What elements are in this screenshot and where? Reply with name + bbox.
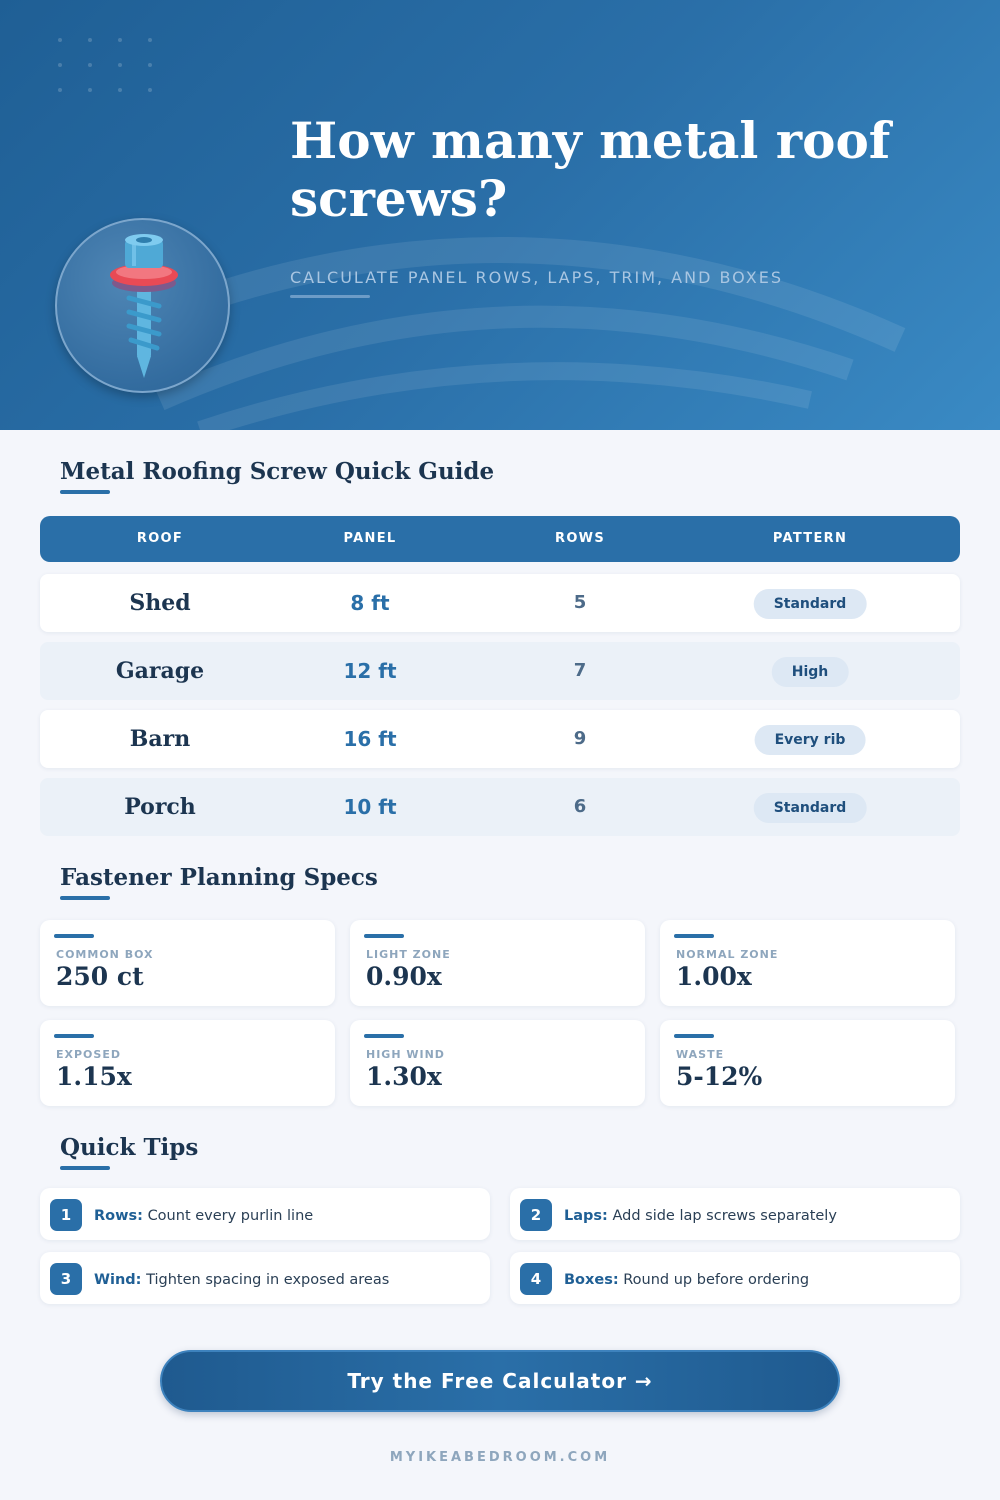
guide-heading-underline xyxy=(60,490,110,494)
spec-card-exposed xyxy=(40,1020,335,1106)
pattern-badge: Standard xyxy=(754,793,867,823)
spec-accent-bar xyxy=(54,934,94,938)
tip-laps xyxy=(510,1188,960,1240)
tip-text xyxy=(564,1252,809,1304)
spec-accent-bar xyxy=(674,1034,714,1038)
tip-text xyxy=(94,1188,313,1240)
page-title: How many metal roof screws? xyxy=(290,111,891,228)
tip-term: Rows: xyxy=(94,1208,143,1224)
tip-rows xyxy=(40,1188,490,1240)
pattern-cell xyxy=(772,642,849,700)
table-row xyxy=(40,642,960,700)
table-row xyxy=(40,778,960,836)
spec-card-light-zone xyxy=(350,920,645,1006)
panel-cell: 8 ft xyxy=(350,591,390,615)
site-footer-label: MYIKEABEDROOM.COM xyxy=(389,1450,611,1465)
tip-term: Wind: xyxy=(94,1272,142,1288)
spec-card-waste xyxy=(660,1020,955,1106)
rows-cell: 5 xyxy=(573,592,587,613)
tip-description: Count every purlin line xyxy=(147,1208,314,1224)
tip-description: Add side lap screws separately xyxy=(612,1208,837,1224)
guide-heading: Metal Roofing Screw Quick Guide xyxy=(60,458,495,485)
try-calculator-button[interactable]: Try the Free Calculator → xyxy=(160,1350,840,1412)
hero-banner xyxy=(0,0,1000,430)
spec-card-normal-zone xyxy=(660,920,955,1006)
roof-cell: Shed xyxy=(129,590,191,616)
tip-number-badge: 2 xyxy=(520,1199,552,1231)
spec-value: 1.15x xyxy=(56,1062,132,1091)
tip-number-badge: 3 xyxy=(50,1263,82,1295)
specs-heading: Fastener Planning Specs xyxy=(60,864,378,891)
spec-accent-bar xyxy=(674,934,714,938)
pattern-cell xyxy=(754,574,867,632)
roof-screw-icon xyxy=(55,218,230,393)
roof-cell: Barn xyxy=(129,726,191,752)
tip-text xyxy=(564,1188,837,1240)
spec-label: HIGH WIND xyxy=(366,1048,445,1061)
rows-cell: 9 xyxy=(573,728,587,749)
panel-cell: 10 ft xyxy=(343,795,397,819)
pattern-badge: Standard xyxy=(754,589,867,619)
column-header-rows: ROWS xyxy=(555,531,605,546)
column-header-roof: ROOF xyxy=(136,531,184,546)
tip-description: Tighten spacing in exposed areas xyxy=(146,1272,390,1288)
spec-label: WASTE xyxy=(676,1048,725,1061)
spec-label: LIGHT ZONE xyxy=(366,948,451,961)
rows-cell: 7 xyxy=(573,660,587,681)
tip-description: Round up before ordering xyxy=(623,1272,810,1288)
tip-term: Boxes: xyxy=(564,1272,619,1288)
table-row xyxy=(40,710,960,768)
spec-accent-bar xyxy=(54,1034,94,1038)
tip-number-badge: 4 xyxy=(520,1263,552,1295)
roof-cell: Porch xyxy=(124,794,196,820)
subtitle-underline xyxy=(290,295,370,298)
column-header-panel: PANEL xyxy=(343,531,397,546)
tips-heading-underline xyxy=(60,1166,110,1170)
tips-heading: Quick Tips xyxy=(60,1134,199,1161)
panel-cell: 12 ft xyxy=(343,659,397,683)
pattern-cell xyxy=(754,778,867,836)
tip-boxes xyxy=(510,1252,960,1304)
pattern-badge: High xyxy=(772,657,849,687)
pattern-cell xyxy=(755,710,866,768)
spec-value: 0.90x xyxy=(366,962,442,991)
spec-value: 5-12% xyxy=(676,1062,763,1091)
table-header xyxy=(40,516,960,562)
column-header-pattern: PATTERN xyxy=(772,531,848,546)
table-row xyxy=(40,574,960,632)
spec-value: 1.00x xyxy=(676,962,752,991)
roof-cell: Garage xyxy=(115,658,205,684)
spec-card-common-box xyxy=(40,920,335,1006)
spec-accent-bar xyxy=(364,934,404,938)
panel-cell: 16 ft xyxy=(343,727,397,751)
tip-wind xyxy=(40,1252,490,1304)
specs-heading-underline xyxy=(60,896,110,900)
spec-value: 1.30x xyxy=(366,1062,442,1091)
tip-term: Laps: xyxy=(564,1208,608,1224)
tip-text xyxy=(94,1252,389,1304)
rows-cell: 6 xyxy=(573,796,587,817)
spec-label: EXPOSED xyxy=(56,1048,121,1061)
tip-number-badge: 1 xyxy=(50,1199,82,1231)
spec-value: 250 ct xyxy=(56,962,144,991)
spec-label: NORMAL ZONE xyxy=(676,948,779,961)
pattern-badge: Every rib xyxy=(755,725,866,755)
spec-accent-bar xyxy=(364,1034,404,1038)
spec-label: COMMON BOX xyxy=(56,948,154,961)
page-subtitle: CALCULATE PANEL ROWS, LAPS, TRIM, AND BOXES xyxy=(290,268,783,287)
spec-card-high-wind xyxy=(350,1020,645,1106)
